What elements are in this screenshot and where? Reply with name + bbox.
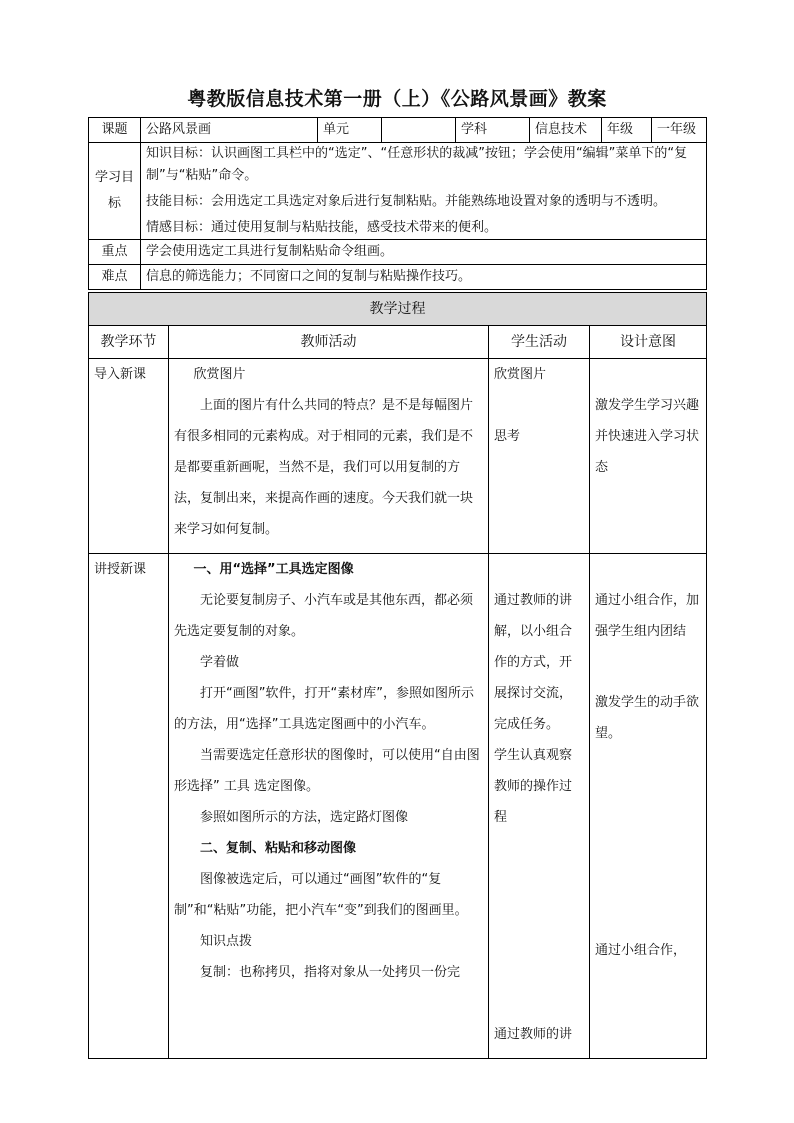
student-text: 欣赏图片 bbox=[494, 367, 547, 382]
difficulty-row bbox=[89, 265, 707, 290]
column-header-intent: 设计意图 bbox=[590, 326, 707, 359]
grade-label: 年级 bbox=[602, 118, 652, 143]
process-row-intro bbox=[89, 359, 707, 554]
stage-intro: 导入新课 bbox=[89, 359, 169, 554]
goals-row bbox=[89, 143, 707, 240]
emotion-goal: 情感目标：通过使用复制与粘贴技能，感受技术带来的便利。 bbox=[146, 220, 498, 235]
student-text: 通过教师的讲 bbox=[494, 1027, 573, 1042]
difficulty-label: 难点 bbox=[89, 265, 141, 290]
goals-content bbox=[141, 143, 707, 240]
teacher-paragraph: 复制：也称拷贝，指将对象从一处拷贝一份完 bbox=[200, 965, 461, 980]
unit-label: 单元 bbox=[318, 118, 382, 143]
teacher-paragraph: 欣赏图片 bbox=[193, 367, 246, 382]
teacher-paragraph: 上面的图片有什么共同的特点？是不是每幅图片有很多相同的元素构成。对于相同的元素，我们是不是都要重新画呢，当然不是，我们可以用复制的方法，复制出来，来提高作画的速度。今天我们就一块来学习如何复制。 bbox=[174, 398, 474, 537]
section-heading: 一、用“选择”工具选定图像 bbox=[193, 562, 354, 577]
student-text: 学生认真观察教师的操作过程 bbox=[494, 748, 573, 825]
teacher-paragraph: 学着做 bbox=[200, 655, 240, 670]
knowledge-goal: 知识目标：认识画图工具栏中的“选定”、“任意形状的裁减”按钮；学会使用“编辑”菜单下的“复制”与“粘贴”命令。 bbox=[146, 146, 688, 183]
teacher-activity-intro bbox=[169, 359, 489, 554]
column-header-stage: 教学环节 bbox=[89, 326, 169, 359]
focus-label: 重点 bbox=[89, 240, 141, 265]
topic-label: 课题 bbox=[89, 118, 141, 143]
intent-intro bbox=[590, 359, 707, 554]
subject-value: 信息技术 bbox=[530, 118, 602, 143]
focus-value: 学会使用选定工具进行复制粘贴命令组画。 bbox=[141, 240, 707, 265]
teacher-paragraph: 图像被选定后，可以通过“画图”软件的“复制”和“粘贴”功能，把小汽车“变”到我们的图画里。 bbox=[174, 872, 468, 918]
teacher-paragraph: 当需要选定任意形状的图像时，可以使用“自由图形选择” 工具 选定图像。 bbox=[174, 748, 480, 794]
process-column-headers bbox=[89, 326, 707, 359]
intent-new-lesson bbox=[590, 554, 707, 1059]
unit-value bbox=[382, 118, 456, 143]
student-text: 通过教师的讲解，以小组合作的方式，开展探讨交流，完成任务。 bbox=[494, 593, 573, 732]
intent-text: 通过小组合作，加强学生组内团结 bbox=[595, 593, 700, 639]
skill-goal: 技能目标：会用选定工具选定对象后进行复制粘贴。并能熟练地设置对象的透明与不透明。 bbox=[146, 194, 667, 209]
goals-label: 学习目标 bbox=[89, 143, 141, 240]
grade-value: 一年级 bbox=[652, 118, 707, 143]
lesson-info-table bbox=[88, 117, 707, 290]
process-row-new-lesson bbox=[89, 554, 707, 1059]
intent-text: 通过小组合作， bbox=[595, 943, 687, 958]
student-text: 思考 bbox=[494, 429, 521, 444]
focus-row bbox=[89, 240, 707, 265]
teacher-activity-new-lesson bbox=[169, 554, 489, 1059]
teacher-paragraph: 打开“画图”软件，打开“素材库”，参照如图所示的方法，用“选择”工具选定图画中的小汽车。 bbox=[174, 686, 474, 732]
column-header-student: 学生活动 bbox=[489, 326, 590, 359]
intent-text: 激发学生学习兴趣并快速进入学习状态 bbox=[595, 398, 700, 475]
difficulty-value: 信息的筛选能力；不同窗口之间的复制与粘贴操作技巧。 bbox=[141, 265, 707, 290]
section-heading: 二、复制、粘贴和移动图像 bbox=[200, 841, 357, 856]
teacher-paragraph: 无论要复制房子、小汽车或是其他东西，都必须先选定要复制的对象。 bbox=[174, 593, 474, 639]
topic-value: 公路风景画 bbox=[141, 118, 318, 143]
teaching-process-table bbox=[88, 292, 707, 1059]
subject-label: 学科 bbox=[456, 118, 530, 143]
teacher-paragraph: 知识点拨 bbox=[200, 934, 253, 949]
document-title: 粤教版信息技术第一册（上）《公路风景画》教案 bbox=[187, 88, 607, 110]
topic-row bbox=[89, 118, 707, 143]
column-header-teacher: 教师活动 bbox=[169, 326, 489, 359]
student-activity-new-lesson bbox=[489, 554, 590, 1059]
stage-new-lesson: 讲授新课 bbox=[89, 554, 169, 1059]
student-activity-intro bbox=[489, 359, 590, 554]
teacher-paragraph: 参照如图所示的方法，选定路灯图像 bbox=[200, 810, 409, 825]
intent-text: 激发学生的动手欲望。 bbox=[595, 695, 700, 741]
process-header: 教学过程 bbox=[89, 293, 707, 326]
